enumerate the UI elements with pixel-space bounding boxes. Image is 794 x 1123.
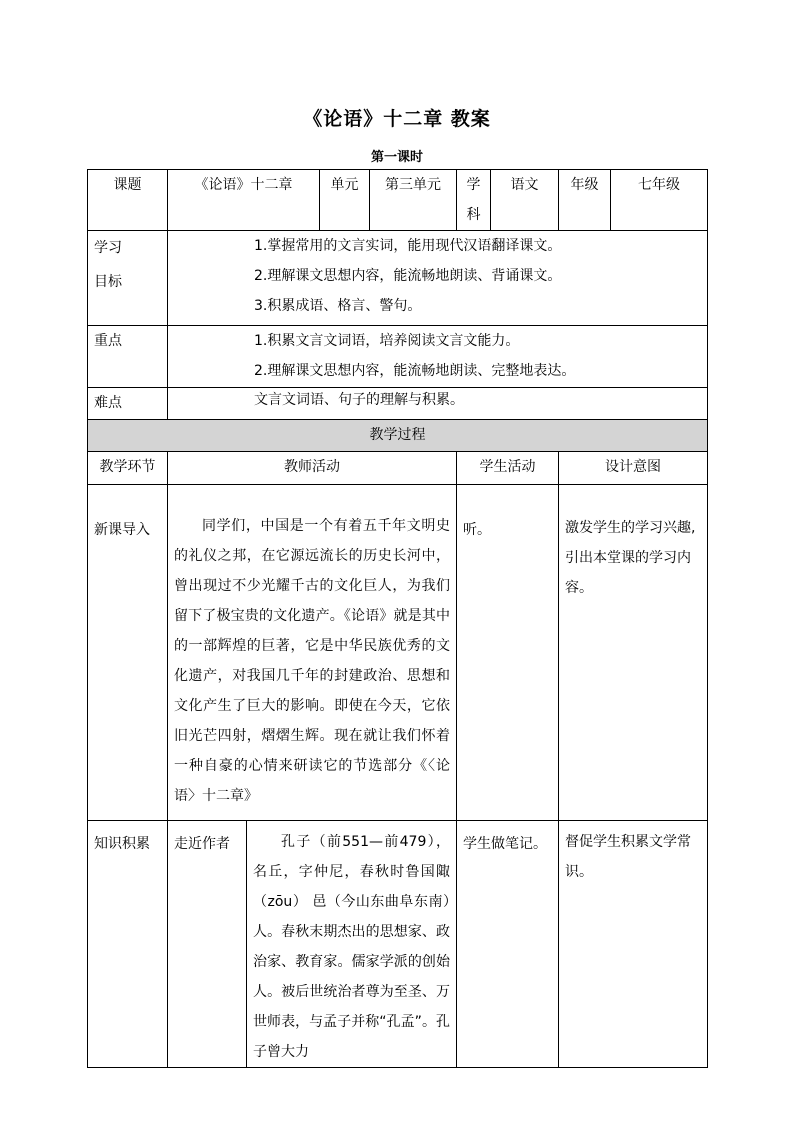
grade-label: 年级 [559,170,611,231]
intro-stage: 新课导入 [88,485,168,821]
col-student-header: 学生活动 [457,452,559,485]
process-header-row [88,420,708,452]
knowledge-stage: 知识积累 [88,821,168,1068]
header-row [88,170,708,231]
course-value: 《论语》十二章 [168,170,320,231]
intro-design-intent: 激发学生的学习兴趣,引出本堂课的学习内容。 [559,485,708,821]
col-stage-header: 教学环节 [88,452,168,485]
knowledge-student-activity: 学生做笔记。 [457,821,559,1068]
objectives-label-line1: 学习 [94,240,122,256]
key-points-label: 重点 [88,326,168,388]
knowledge-sub-stage: 走近作者 [168,821,247,1068]
objectives-label-line2: 目标 [94,274,122,290]
objective-item: 2.理解课文思想内容，能流畅地朗读、背诵课文。 [254,268,562,284]
unit-value: 第三单元 [370,170,457,231]
subject-label: 学科 [457,170,491,231]
grade-value: 七年级 [611,170,708,231]
key-points-content [168,326,708,388]
intro-student-activity: 听。 [457,485,559,821]
unit-label: 单元 [320,170,370,231]
document-title: 《论语》十二章 教案 [303,108,491,130]
objectives-label [88,231,168,326]
knowledge-row [88,821,708,1068]
process-header: 教学过程 [88,420,708,452]
column-header-row [88,452,708,485]
difficulty-row [88,388,708,420]
objective-item: 1.掌握常用的文言实词，能用现代汉语翻译课文。 [254,238,562,254]
subject-value: 语文 [491,170,559,231]
lesson-label: 第一课时 [370,150,423,165]
key-point-item: 2.理解课文思想内容，能流畅地朗读、完整地表达。 [254,363,576,379]
objectives-content [168,231,708,326]
intro-teacher-activity: 同学们，中国是一个有着五千年文明史的礼仪之邦，在它源远流长的历史长河中，曾出现过不少光耀千古的文化巨人，为我们留下了极宝贵的文化遗产。《论语》就是其中的一部辉煌的巨著，它是中华民族优秀的文化遗产，对我国几千年的封建政治、思想和文化产生了巨大的影响。即使在今天，它依旧光芒四射，熠熠生辉。现在就让我们怀着一种自豪的心情来研读它的节选部分《〈论语〉十二章》 [168,485,457,821]
objectives-row [88,231,708,326]
knowledge-design-intent: 督促学生积累文学常识。 [559,821,708,1068]
knowledge-teacher-activity: 孔子（前551—前479），名丘，字仲尼，春秋时鲁国陬（zōu） 邑（今山东曲阜东南）人。春秋末期杰出的思想家、政治家、教育家。儒家学派的创始人。被后世统治者尊为至圣、万世师表，与孟子并称“孔孟”。孔子曾大力 [247,821,457,1068]
lesson-plan-table [87,169,708,1068]
intro-row [88,485,708,821]
key-points-row [88,326,708,388]
key-point-item: 1.积累文言文词语，培养阅读文言文能力。 [254,333,520,349]
difficulty-content: 文言文词语、句子的理解与积累。 [168,388,708,420]
col-intent-header: 设计意图 [559,452,708,485]
col-teacher-header: 教师活动 [168,452,457,485]
difficulty-label: 难点 [88,388,168,420]
course-label: 课题 [88,170,168,231]
objective-item: 3.积累成语、格言、警句。 [254,298,422,314]
